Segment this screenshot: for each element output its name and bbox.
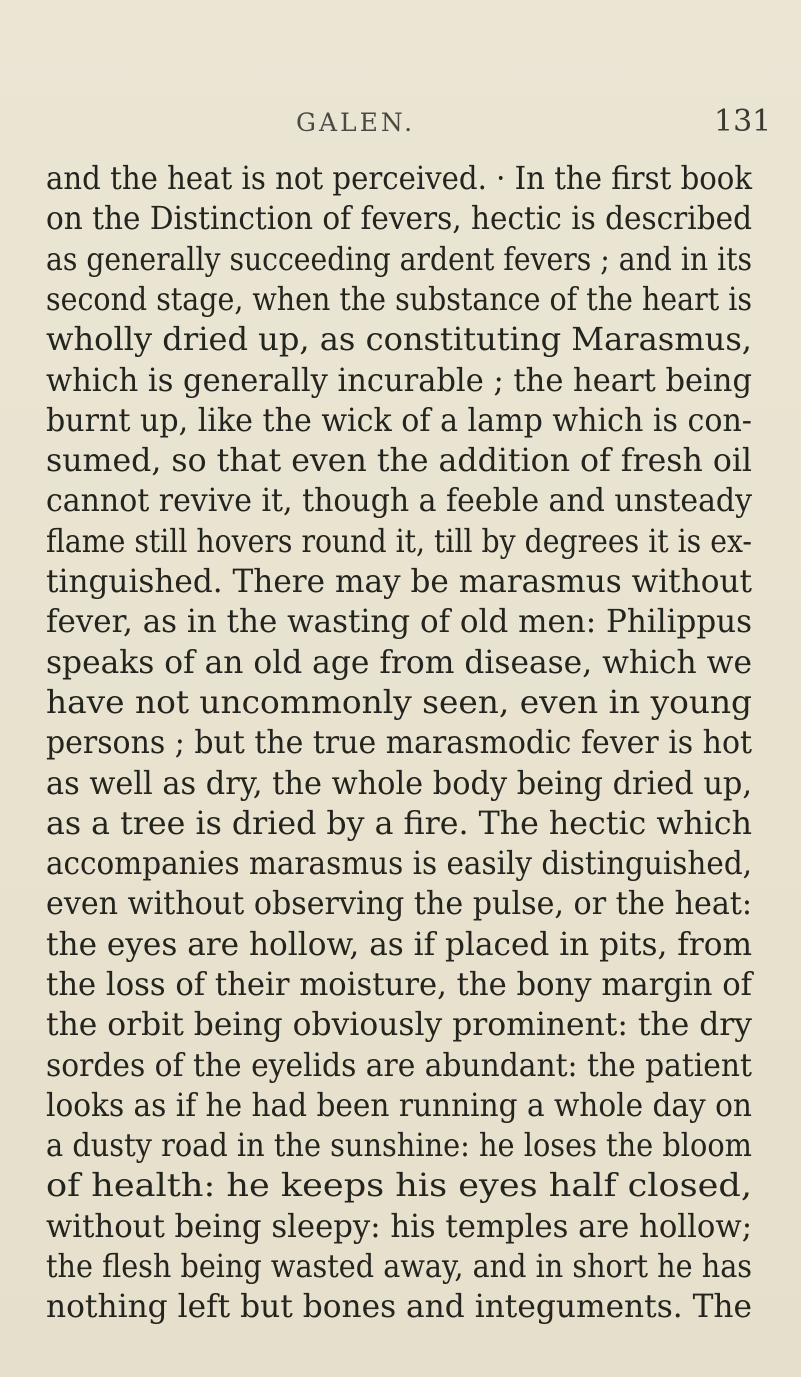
page-header <box>0 104 801 148</box>
text-line: speaks of an old age from disease, which we <box>46 643 752 681</box>
text-line: fever, as in the wasting of old men: Philippus <box>46 602 752 640</box>
text-line: a dusty road in the sunshine: he loses the bloom <box>46 1126 752 1164</box>
running-head: GALEN. <box>296 108 416 137</box>
text-line: second stage, when the substance of the heart is <box>46 280 752 318</box>
text-line: accompanies marasmus is easily distinguished, <box>46 844 753 882</box>
page-number: 131 <box>714 104 772 139</box>
text-line: nothing left but bones and integuments. The <box>46 1287 753 1325</box>
text-line: the loss of their moisture, the bony margin of <box>46 965 752 1003</box>
text-line: persons ; but the true marasmodic fever is hot <box>46 723 753 761</box>
text-line: as a tree is dried by a fire. The hectic which <box>46 804 753 842</box>
text-line: and the heat is not perceived. · In the first book <box>46 159 753 197</box>
text-line: as generally succeeding ardent fevers ; and in its <box>46 240 752 278</box>
text-line: sumed, so that even the addition of fresh oil <box>46 441 753 479</box>
text-line: wholly dried up, as constituting Marasmus, <box>46 320 753 358</box>
text-line: flame still hovers round it, till by degrees it is ex- <box>46 522 752 560</box>
text-line: the flesh being wasted away, and in short he has <box>46 1247 753 1285</box>
text-line: burnt up, like the wick of a lamp which is con- <box>46 401 752 439</box>
text-line: on the Distinction of fevers, hectic is described <box>46 199 752 237</box>
text-line: sordes of the eyelids are abundant: the patient <box>46 1046 752 1084</box>
text-line: even without observing the pulse, or the heat: <box>46 884 753 922</box>
text-line: as well as dry, the whole body being dried up, <box>46 764 753 802</box>
text-line: the eyes are hollow, as if placed in pits, from <box>46 925 752 963</box>
text-line: without being sleepy: his temples are hollow; <box>46 1207 753 1245</box>
text-line: looks as if he had been running a whole day on <box>46 1086 752 1124</box>
text-line: have not uncommonly seen, even in young <box>46 683 753 721</box>
text-line: tinguished. There may be marasmus without <box>46 562 753 600</box>
text-line: which is generally incurable ; the heart being <box>46 361 752 399</box>
text-line: the orbit being obviously prominent: the dry <box>46 1005 752 1043</box>
text-line: of health: he keeps his eyes half closed, <box>46 1166 753 1204</box>
text-line: cannot revive it, though a feeble and unsteady <box>46 481 753 519</box>
